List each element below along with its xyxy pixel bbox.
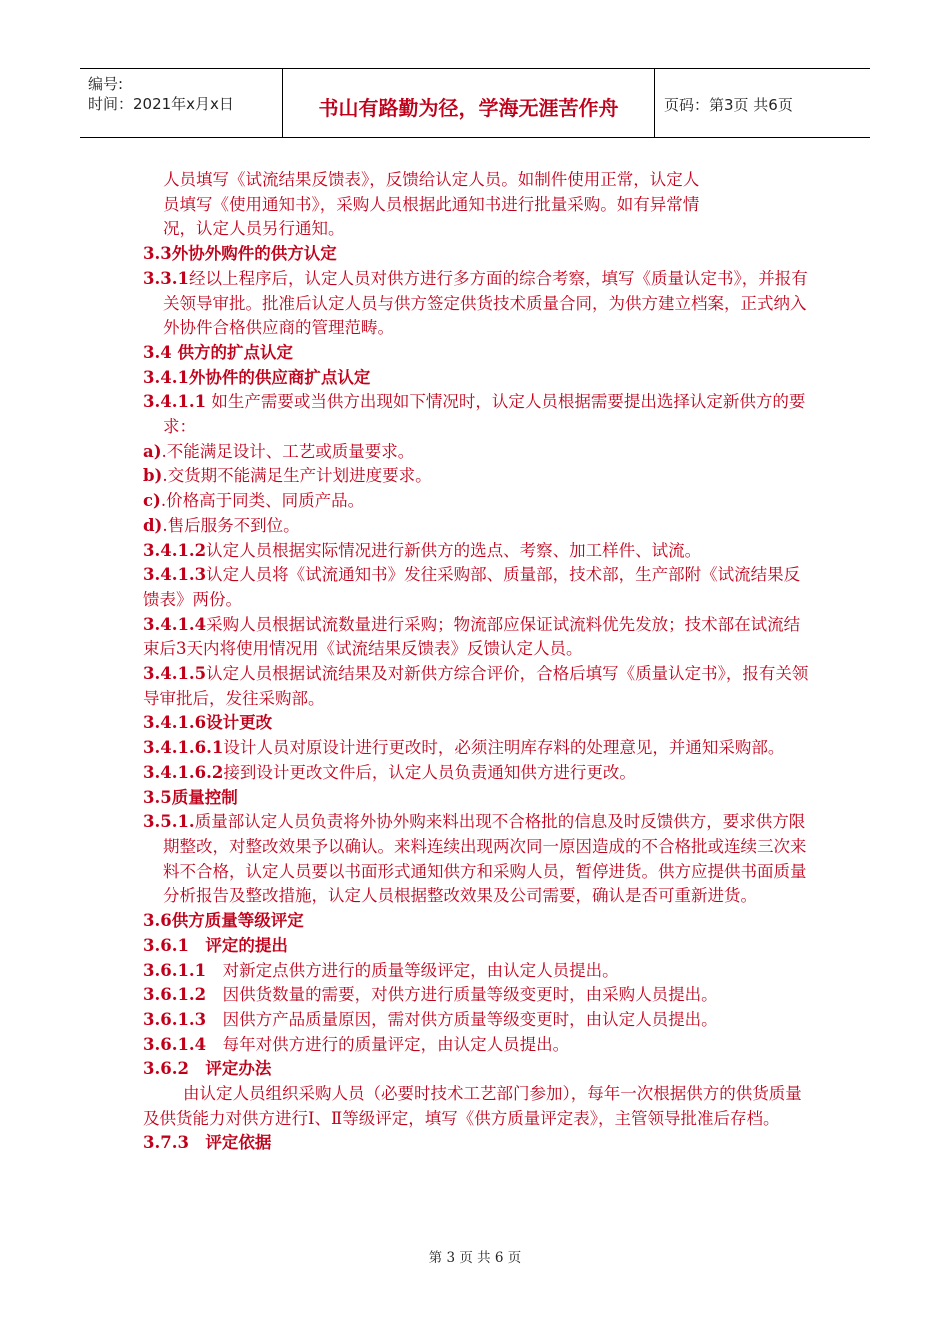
clause-text: 认定人员根据试流结果及对新供方综合评价，合格后填写《质量认定书》，报有关领导审批后，发往采购部。 — [143, 664, 809, 708]
clause-text: 因供货数量的需要，对供方进行质量等级变更时，由采购人员提出。 — [206, 985, 718, 1005]
paragraph-3-6-1-4 — [143, 1033, 811, 1058]
clause-text: 对新定点供方进行的质量等级评定，由认定人员提出。 — [206, 960, 619, 980]
list-marker: b) — [143, 466, 163, 486]
paragraph-3-4-1-6-2 — [143, 761, 811, 786]
header-page-cell — [654, 69, 870, 137]
paragraph-3-4-1-6-1 — [143, 736, 811, 761]
list-text: .价格高于同类、同质产品。 — [160, 491, 365, 511]
clause-number: 3.5.1. — [143, 812, 195, 832]
intro-line: 人员填写《试流结果反馈表》，反馈给认定人员。如制件使用正常，认定人 — [163, 170, 700, 189]
list-item — [143, 464, 811, 489]
intro-line: 员填写《使用通知书》，采购人员根据此通知书进行批量采购。如有异常情 — [163, 194, 700, 214]
paragraph-3-6-1-1 — [143, 959, 811, 984]
clause-text: 经以上程序后，认定人员对供方进行多方面的综合考察，填写《质量认定书》，并报有关领导审批。批准后认定人员与供方签定供货技术质量合同，为供方建立档案，正式纳入外协件合格供应商的管理范畴。 — [163, 268, 808, 338]
clause-number: 3.4.1.4 — [143, 614, 207, 634]
section-heading-3-5: 3.5质量控制 — [143, 787, 238, 807]
page-footer: 第 3 页 共 6 页 — [428, 1250, 522, 1266]
clause-text: 采购人员根据试流数量进行采购；物流部应保证试流料优先发放；技术部在试流结束后3天内将使用情况用《试流结果反馈表》反馈认定人员。 — [143, 614, 801, 659]
clause-number: 3.6.1.1 — [143, 960, 207, 980]
list-item — [143, 489, 811, 514]
paragraph-3-6-1-2 — [143, 983, 811, 1008]
clause-text: 每年对供方进行的质量评定，由认定人员提出。 — [206, 1034, 570, 1054]
list-text: .售后服务不到位。 — [162, 515, 300, 535]
clause-number: 3.4.1.2 — [143, 540, 207, 560]
clause-number: 3.4.1.3 — [143, 565, 207, 585]
clause-text: 质量部认定人员负责将外协外购来料出现不合格批的信息及时反馈供方，要求供方限期整改，对整改效果予以确认。来料连续出现两次同一原因造成的不合格批或连续三次来料不合格，认定人员要以书面形式通知供方和采购人员，暂停进货。供方应提供书面质量分析报告及整改措施，认定人员根据整改效果及公司需要，确认是否可重新进货。 — [163, 812, 807, 906]
paragraph-3-4-1-3 — [143, 563, 811, 612]
clause-text: 如生产需要或当供方出现如下情况时，认定人员根据需要提出选择认定新供方的要求： — [163, 392, 806, 437]
paragraph-3-4-1-4 — [143, 613, 811, 662]
header-page-info: 页码：第3页 共6页 — [664, 96, 793, 114]
clause-number: 3.3.1 — [143, 268, 189, 288]
clause-text: 认定人员根据实际情况进行新供方的选点、考察、加工样件、试流。 — [206, 540, 702, 560]
clause-text: 接到设计更改文件后，认定人员负责通知供方进行更改。 — [223, 762, 636, 782]
section-heading-3-6-1: 3.6.1 评定的提出 — [143, 935, 288, 955]
clause-number: 3.4.1.1 — [143, 392, 207, 412]
header-motto-cell — [282, 69, 655, 137]
list-text: .不能满足设计、工艺或质量要求。 — [161, 441, 415, 461]
clause-number: 3.6.1.2 — [143, 985, 207, 1005]
intro-line: 况，认定人员另行通知。 — [163, 219, 345, 239]
paragraph-3-3-1 — [143, 267, 811, 341]
header-motto: 书山有路勤为径，学海无涯苦作舟 — [318, 96, 619, 120]
clause-number: 3.4.1.5 — [143, 664, 207, 684]
list-item — [143, 514, 811, 539]
clause-number: 3.4.1.6.1 — [143, 738, 224, 758]
section-heading-3-4-1-6: 3.4.1.6设计更改 — [143, 713, 273, 733]
paragraph-3-6-2: 由认定人员组织采购人员（必要时技术工艺部门参加），每年一次根据供方的供货质量及供货能力对供方进行Ⅰ、Ⅱ等级评定，填写《供方质量评定表》，主管领导批准后存档。 — [143, 1084, 802, 1128]
section-heading-3-4: 3.4 供方的扩点认定 — [143, 342, 293, 362]
list-marker: a) — [143, 441, 162, 461]
clause-number: 3.4.1.6.2 — [143, 762, 224, 782]
paragraph-3-4-1-1 — [143, 390, 811, 439]
doc-time-label: 时间：2021年x月x日 — [88, 95, 234, 113]
section-heading-3-7-3: 3.7.3 评定依据 — [143, 1133, 272, 1153]
clause-text: 设计人员对原设计进行更改时，必须注明库存料的处理意见，并通知采购部。 — [223, 738, 785, 758]
clause-text: 因供方产品质量原因，需对供方质量等级变更时，由认定人员提出。 — [206, 1009, 718, 1029]
paragraph-3-4-1-2 — [143, 539, 811, 564]
clause-number: 3.6.1.4 — [143, 1034, 207, 1054]
list-item — [143, 440, 811, 465]
list-marker: c) — [143, 491, 161, 511]
list-marker: d) — [143, 515, 163, 535]
paragraph-3-6-1-3 — [143, 1008, 811, 1033]
page-header — [80, 68, 870, 138]
section-heading-3-6-2: 3.6.2 评定办法 — [143, 1059, 272, 1079]
section-heading-3-6: 3.6供方质量等级评定 — [143, 911, 304, 931]
paragraph-3-5-1 — [143, 810, 811, 909]
clause-number: 3.6.1.3 — [143, 1009, 207, 1029]
list-text: .交货期不能满足生产计划进度要求。 — [162, 466, 432, 486]
paragraph-3-4-1-5 — [143, 662, 811, 711]
document-body — [143, 168, 811, 1156]
section-heading-3-4-1: 3.4.1外协件的供应商扩点认定 — [143, 367, 371, 387]
section-heading-3-3: 3.3外协外购件的供方认定 — [143, 244, 337, 264]
clause-text: 认定人员将《试流通知书》发往采购部、质量部，技术部，生产部附《试流结果反馈表》两份。 — [143, 565, 801, 609]
doc-number-label: 编号: — [88, 75, 124, 93]
header-meta-cell — [80, 69, 282, 137]
